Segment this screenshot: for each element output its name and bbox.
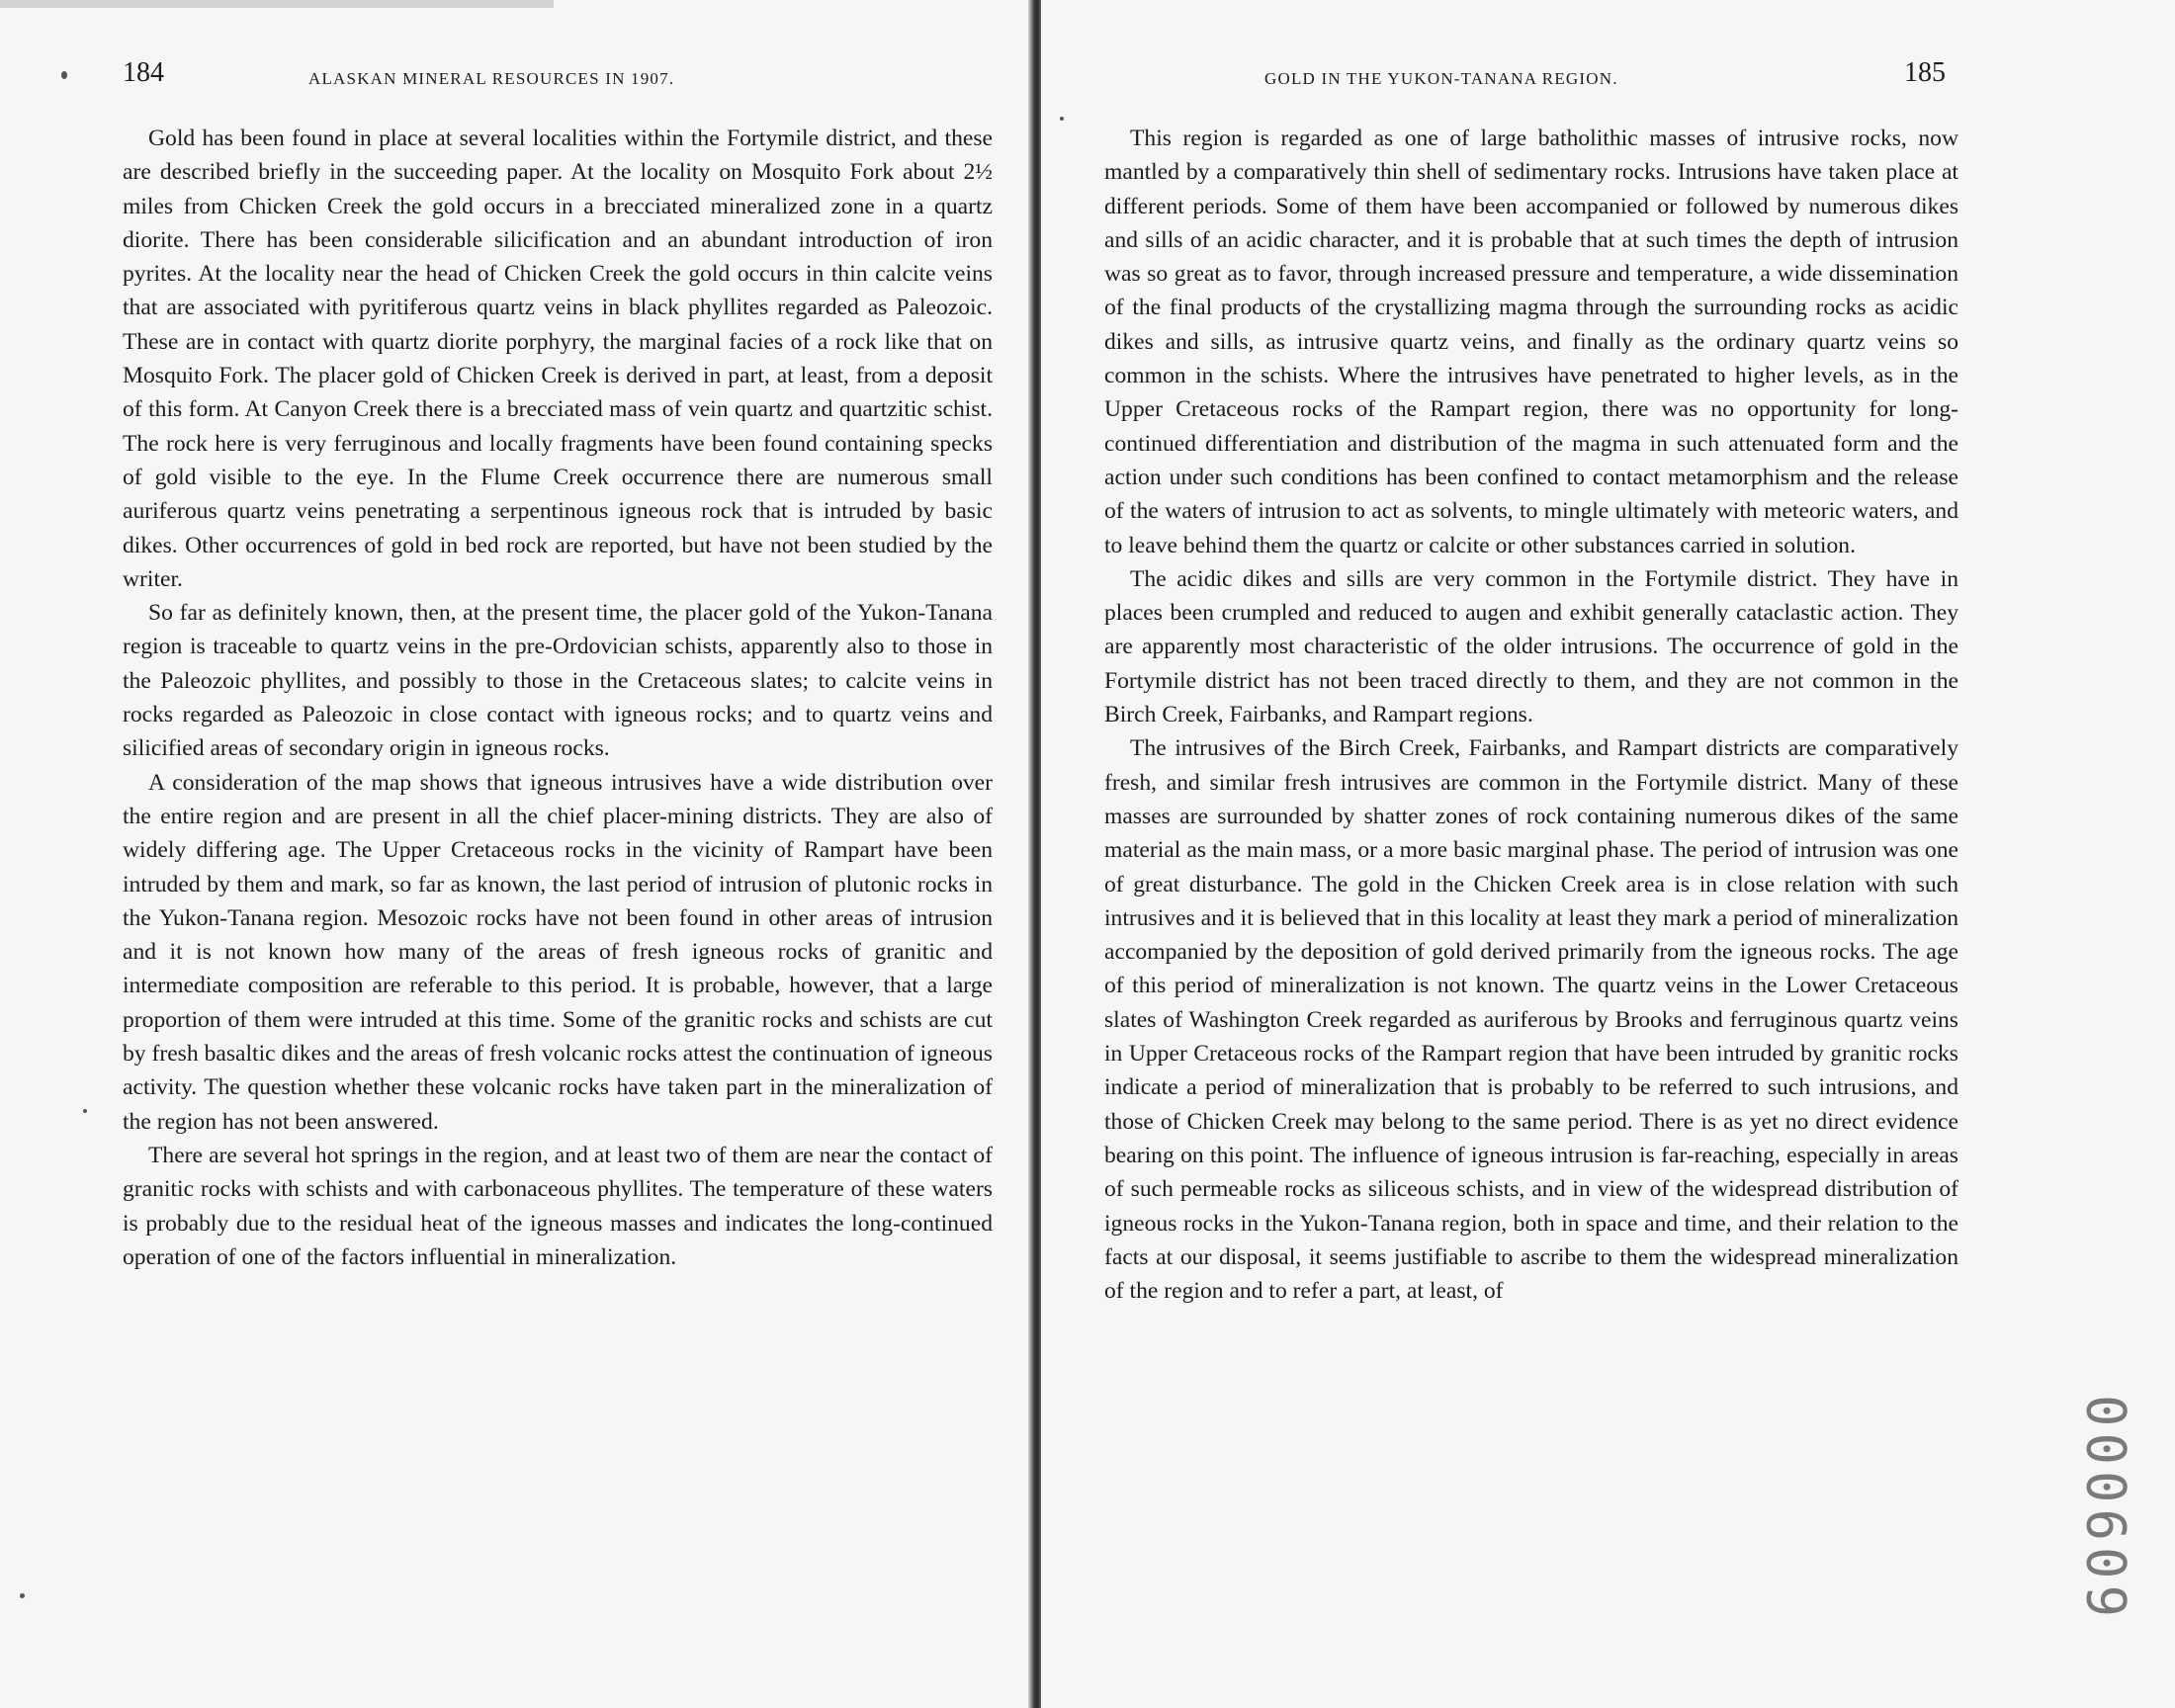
- stamp-number: 000609: [2074, 1394, 2137, 1624]
- scan-speck: [83, 1109, 87, 1113]
- page-number: 185: [1904, 57, 1946, 88]
- scan-speck: [20, 1593, 25, 1598]
- paragraph: There are several hot springs in the region, and at least two of them are near the contact of granitic rocks with schists and with carbonaceous phyllites. The temperature of these waters is probably due to the residual heat of the igneous masses and indicates the long-continued operation of one of the factors influential in mineralization.: [123, 1142, 993, 1270]
- running-head: ALASKAN MINERAL RESOURCES IN 1907.: [308, 69, 675, 88]
- scan-speck: [1060, 117, 1064, 121]
- scan-speck: [61, 71, 67, 79]
- scan-edge-strip: [0, 0, 554, 8]
- paragraph: This region is regarded as one of large batholithic masses of intrusive rocks, now mantled by a comparatively thin shell of sedimentary rocks. Intrusions have taken place at different periods. Some of them have been accompanied or followed by numerous dikes and sills of an acidic character, and it is probable that at such times the depth of intrusion was so great as to favor, through increased pressure and temperature, a wide dissemination of the final products of the crystallizing magma through the surrounding rocks as acidic dikes and sills, as intrusive quartz veins, and finally as the ordinary quartz veins so common in the schists. Where the intrusives have penetrated to higher levels, as in the Upper Cretaceous rocks of the Rampart region, there was no opportunity for long-continued differentiation and distribution of the magma in such attenuated form and the action under such conditions has been confined to contact metamorphism and the release of the waters of intrusion to act as solvents, to mingle ultimately with meteoric waters, and to leave behind them the quartz or calcite or other substances carried in solution.: [1104, 126, 1958, 558]
- page-number: 184: [123, 57, 164, 88]
- left-page: [0, 0, 1033, 1708]
- paragraph: Gold has been found in place at several localities within the Fortymile district, and these are described briefly in the succeeding paper. At the locality on Mosquito Fork about 2½ miles from Chicken Creek the gold occurs in a brecciated mineralized zone in a quartz diorite. There has been considerable silicification and an abundant introduction of iron pyrites. At the locality near the head of Chicken Creek the gold occurs in thin calcite veins that are associated with pyritiferous quartz veins in black phyllites regarded as Paleozoic. These are in contact with quartz diorite porphyry, the marginal facies of a rock like that on Mosquito Fork. The placer gold of Chicken Creek is derived in part, at least, from a deposit of this form. At Canyon Creek there is a brecciated mass of vein quartz and quartzitic schist. The rock here is very ferruginous and locally fragments have been found containing specks of gold visible to the eye. In the Flume Creek occurrence there are numerous small auriferous quartz veins penetrating a serpentinous igneous rock that is intruded by basic dikes. Other occurrences of gold in bed rock are reported, but have not been studied by the writer.: [123, 126, 993, 592]
- running-head: GOLD IN THE YUKON-TANANA REGION.: [1264, 69, 1618, 88]
- body-text: [123, 122, 993, 1274]
- paragraph: The intrusives of the Birch Creek, Fairbanks, and Rampart districts are comparatively fresh, and similar fresh intrusives are common in the Fortymile district. Many of these masses are surrounded by shatter zones of rock containing numerous dikes of the same material as the main mass, or a more basic marginal phase. The period of intrusion was one of great disturbance. The gold in the Chicken Creek area is in close relation with such intrusives and it is believed that in this locality at least they mark a period of mineralization accompanied by the deposition of gold derived primarily from the igneous rocks. The age of this period of mineralization is not known. The quartz veins in the Lower Cretaceous slates of Washington Creek regarded as auriferous by Brooks and ferruginous quartz veins in Upper Cretaceous rocks of the Rampart region that have been intruded by granitic rocks indicate a period of mineralization that is probably to be referred to such intrusions, and those of Chicken Creek may belong to the same period. There is as yet no direct evidence bearing on this point. The influence of igneous intrusion is far-reaching, especially in areas of such permeable rocks as siliceous schists, and in view of the widespread distribution of igneous rocks in the Yukon-Tanana region, both in space and time, and their relation to the facts at our disposal, it seems justifiable to ascribe to them the widespread mineralization of the region and to refer a part, at least, of: [1104, 735, 1958, 1305]
- body-text: [1104, 122, 1958, 1308]
- paragraph: So far as definitely known, then, at the present time, the placer gold of the Yukon-Tanana region is traceable to quartz veins in the pre-Ordovician schists, apparently also to those in the Paleozoic phyllites, and possibly to those in the Cretaceous slates; to calcite veins in rocks regarded as Paleozoic in close contact with igneous rocks; and to quartz veins and silicified areas of secondary origin in igneous rocks.: [123, 600, 993, 762]
- paragraph: A consideration of the map shows that igneous intrusives have a wide distribution over the entire region and are present in all the chief placer-mining districts. They are also of widely differing age. The Upper Cretaceous rocks in the vicinity of Rampart have been intruded by them and mark, so far as known, the last period of intrusion of plutonic rocks in the Yukon-Tanana region. Mesozoic rocks have not been found in other areas of intrusion and it is not known how many of the areas of fresh igneous rocks of granitic and intermediate composition are referable to this period. It is probable, however, that a large proportion of them were intruded at this time. Some of the granitic rocks and schists are cut by fresh basaltic dikes and the areas of fresh volcanic rocks attest the continuation of igneous activity. The question whether these volcanic rocks have taken part in the mineralization of the region has not been answered.: [123, 769, 993, 1135]
- paragraph: The acidic dikes and sills are very common in the Fortymile district. They have in places been crumpled and reduced to augen and exhibit generally cataclastic action. They are apparently most characteristic of the older intrusions. The occurrence of gold in the Fortymile district has not been traced directly to them, and they are not common in the Birch Creek, Fairbanks, and Rampart regions.: [1104, 565, 1958, 728]
- margin-stamp: [2076, 1369, 2135, 1636]
